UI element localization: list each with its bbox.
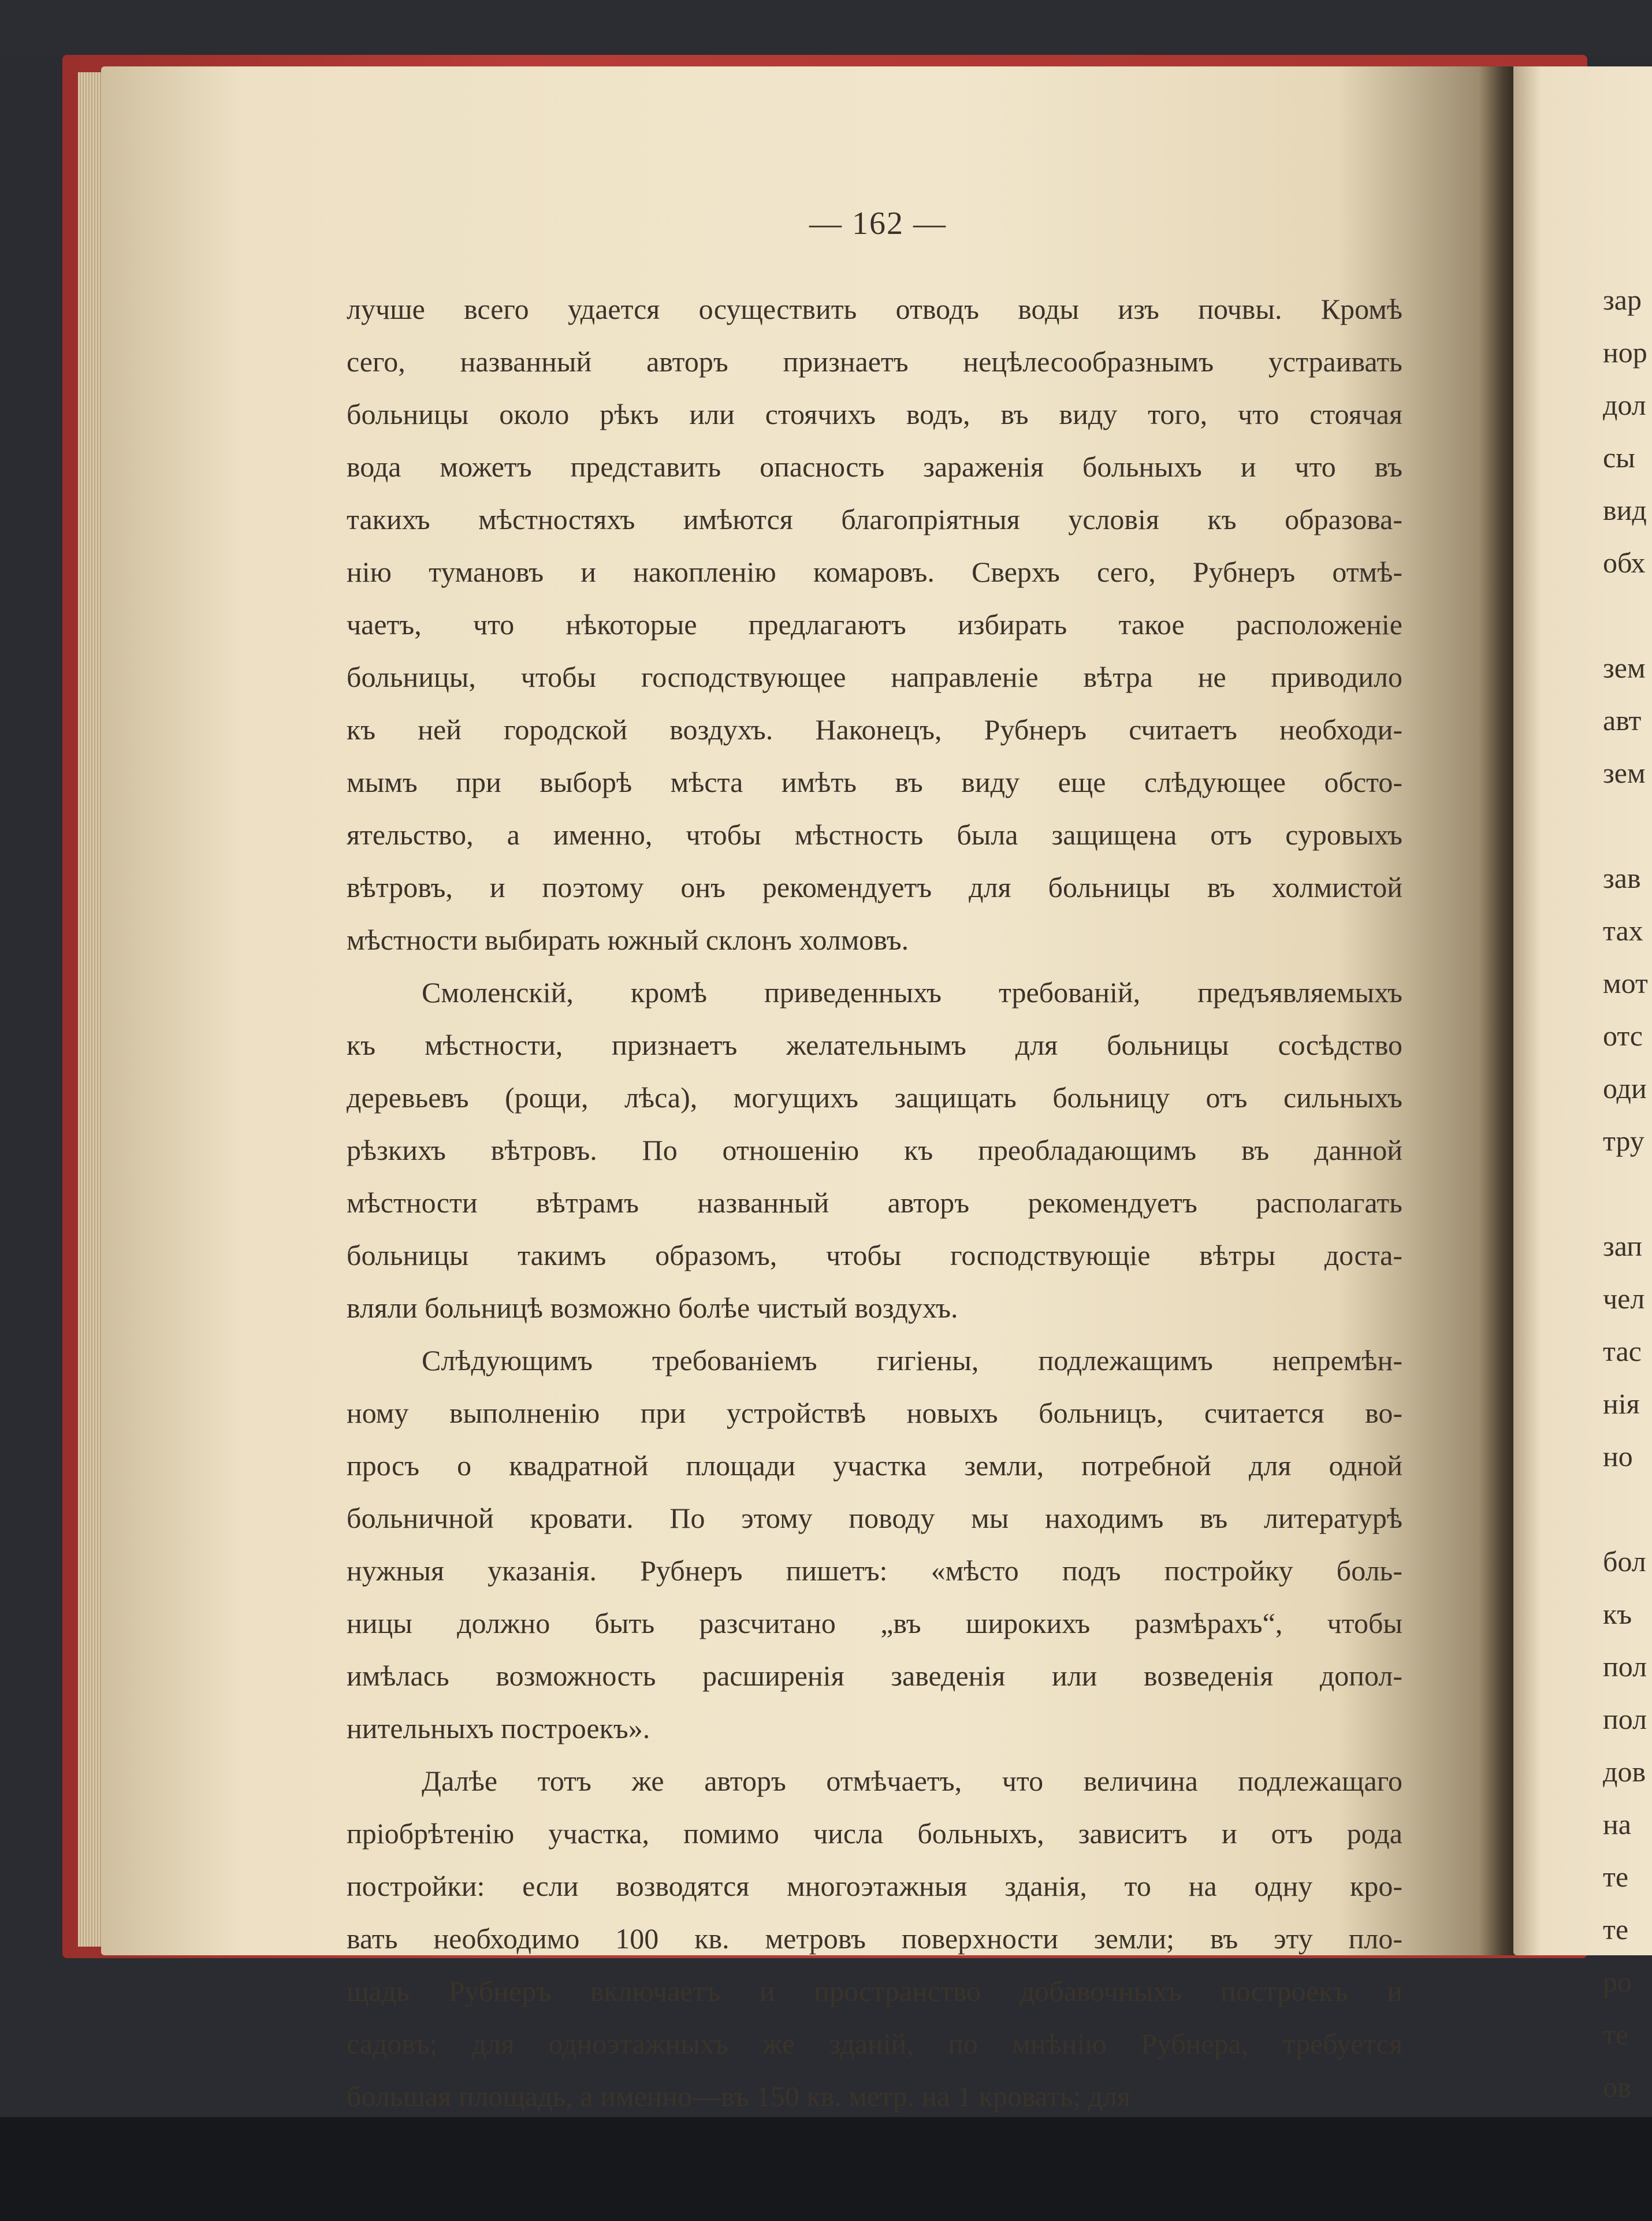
text-line: имѣлась возможность расширенія заведенія или возведенія допол- [347,1660,1402,1692]
facing-page-fragment: нія [1603,1387,1640,1420]
text-line: Смоленскій, кромѣ приведенныхъ требованій, предъявляемыхъ [422,976,1402,1009]
text-line: вать необходимо 100 кв. метровъ поверхности земли; въ эту пло- [347,1922,1402,1955]
facing-page-fragment: къ [1603,1598,1632,1630]
text-line: чаетъ, что нѣкоторые предлагаютъ избирать такое расположеніе [347,608,1402,641]
text-line: Далѣе тотъ же авторъ отмѣчаетъ, что величина подлежащаго [422,1765,1402,1797]
text-line: пріобрѣтенію участка, помимо числа больныхъ, зависитъ и отъ рода [347,1817,1402,1850]
facing-page-fragment: зап [1603,1230,1643,1262]
text-line: садовъ; для одноэтажныхъ же зданій, по мнѣнію Рубнера, требуется [347,2027,1402,2060]
text-line: Слѣдующимъ требованіемъ гигіены, подлежащимъ непремѣн- [422,1344,1402,1377]
facing-page-fragment: нор [1603,336,1647,369]
text-line: постройки: если возводятся многоэтажныя зданія, то на одну кро- [347,1870,1402,1902]
facing-page-fragment: на [1603,1808,1631,1840]
facing-page-fragment: мот [1603,967,1648,999]
text-line: вода можетъ представить опасность зараженія больныхъ и что въ [347,451,1402,483]
text-line: просъ о квадратной площади участка земли, потребной для одной [347,1449,1402,1482]
text-line: деревьевъ (рощи, лѣса), могущихъ защищать больницу отъ сильныхъ [347,1081,1402,1114]
facing-page-fragment: те [1603,2018,1629,2051]
text-line: вляли больницѣ возможно болѣе чистый воздухъ. [347,1292,958,1324]
facing-page-fragment: тру [1603,1125,1644,1157]
facing-page-fragment: зем [1603,757,1646,789]
facing-page-text [1603,283,1652,2175]
facing-page-fragment: чел [1603,1282,1645,1315]
facing-page-fragment: оди [1603,1072,1647,1104]
facing-page-fragment: зав [1603,862,1641,894]
facing-page-fragment: сы [1603,441,1635,474]
facing-page-fragment: но [1603,1440,1633,1472]
facing-page-fragment: авт [1603,704,1642,736]
facing-page-fragment: пол [1603,1650,1647,1683]
text-line: большая площадь, а именно—въ 150 кв. метр. на 1 кровать; для [347,2080,1131,2112]
facing-page-fragment: ов [1603,2071,1631,2103]
text-line: къ ней городской воздухъ. Наконецъ, Рубнеръ считаетъ необходи- [347,713,1402,746]
facing-page-fragment: те [1603,1861,1629,1893]
facing-page-fragment: дов [1603,1755,1646,1788]
text-line: больницы около рѣкъ или стоячихъ водъ, въ виду того, что стоячая [347,398,1402,430]
text-line: больницы, чтобы господствующее направленіе вѣтра не приводило [347,661,1402,693]
text-line: щадь Рубнеръ включаетъ и пространство добавочныхъ построекъ и [347,1975,1402,2007]
scanner-background [0,0,1652,55]
text-line: ницы должно быть разсчитано „въ широкихъ размѣрахъ“, чтобы [347,1607,1402,1639]
facing-page-fragment: тас [1603,1335,1642,1367]
text-line: нужныя указанія. Рубнеръ пишетъ: «мѣсто подъ постройку боль- [347,1554,1402,1587]
page-number: — 162 — [809,206,947,241]
facing-page-fragment: те [1603,1913,1629,1945]
text-line: такихъ мѣстностяхъ имѣются благопріятныя условія къ образова- [347,503,1402,535]
text-line: лучше всего удается осуществить отводъ воды изъ почвы. Кромѣ [347,293,1402,325]
text-line: мѣстности выбирать южный склонъ холмовъ. [347,924,909,956]
text-line: сего, названный авторъ признаетъ нецѣлесообразнымъ устраивать [347,345,1402,378]
facing-page-fragment: зем [1603,652,1646,684]
facing-page-fragment: отс [1603,1020,1643,1052]
text-line: нительныхъ построекъ». [347,1712,650,1744]
facing-page-fragment: тах [1603,914,1643,947]
text-line: мѣстности вѣтрамъ названный авторъ рекомендуетъ располагать [347,1186,1402,1219]
text-line: ному выполненію при устройствѣ новыхъ больницъ, считается во- [347,1397,1402,1429]
facing-page-fragment: зар [1603,284,1642,316]
text-line: мымъ при выборѣ мѣста имѣть въ виду еще слѣдующее обсто- [347,766,1402,798]
facing-page-fragment: дол [1603,389,1646,421]
text-line: вѣтровъ, и поэтому онъ рекомендуетъ для больницы въ холмистой [347,871,1402,903]
text-line: къ мѣстности, признаетъ желательнымъ для больницы сосѣдство [347,1029,1402,1061]
text-line: нію тумановъ и накопленію комаровъ. Сверхъ сего, Рубнеръ отмѣ- [347,556,1402,588]
facing-page-fragment: бол [1603,1545,1646,1578]
text-line: ятельство, а именно, чтобы мѣстность была защищена отъ суровыхъ [347,819,1402,851]
facing-page-fragment: обх [1603,546,1646,579]
body-text [347,283,1402,2123]
text-line: больничной кровати. По этому поводу мы находимъ въ литературѣ [347,1502,1402,1534]
facing-page-fragment: ро [1603,1966,1632,1998]
text-line: рѣзкихъ вѣтровъ. По отношенію къ преобладающимъ въ данной [347,1134,1402,1166]
text-line: больницы такимъ образомъ, чтобы господствующіе вѣтры доста- [347,1239,1402,1271]
scanner-bed [0,2117,1652,2221]
facing-page-fragment: пол [1603,1703,1647,1735]
facing-page-fragment: вид [1603,494,1647,526]
